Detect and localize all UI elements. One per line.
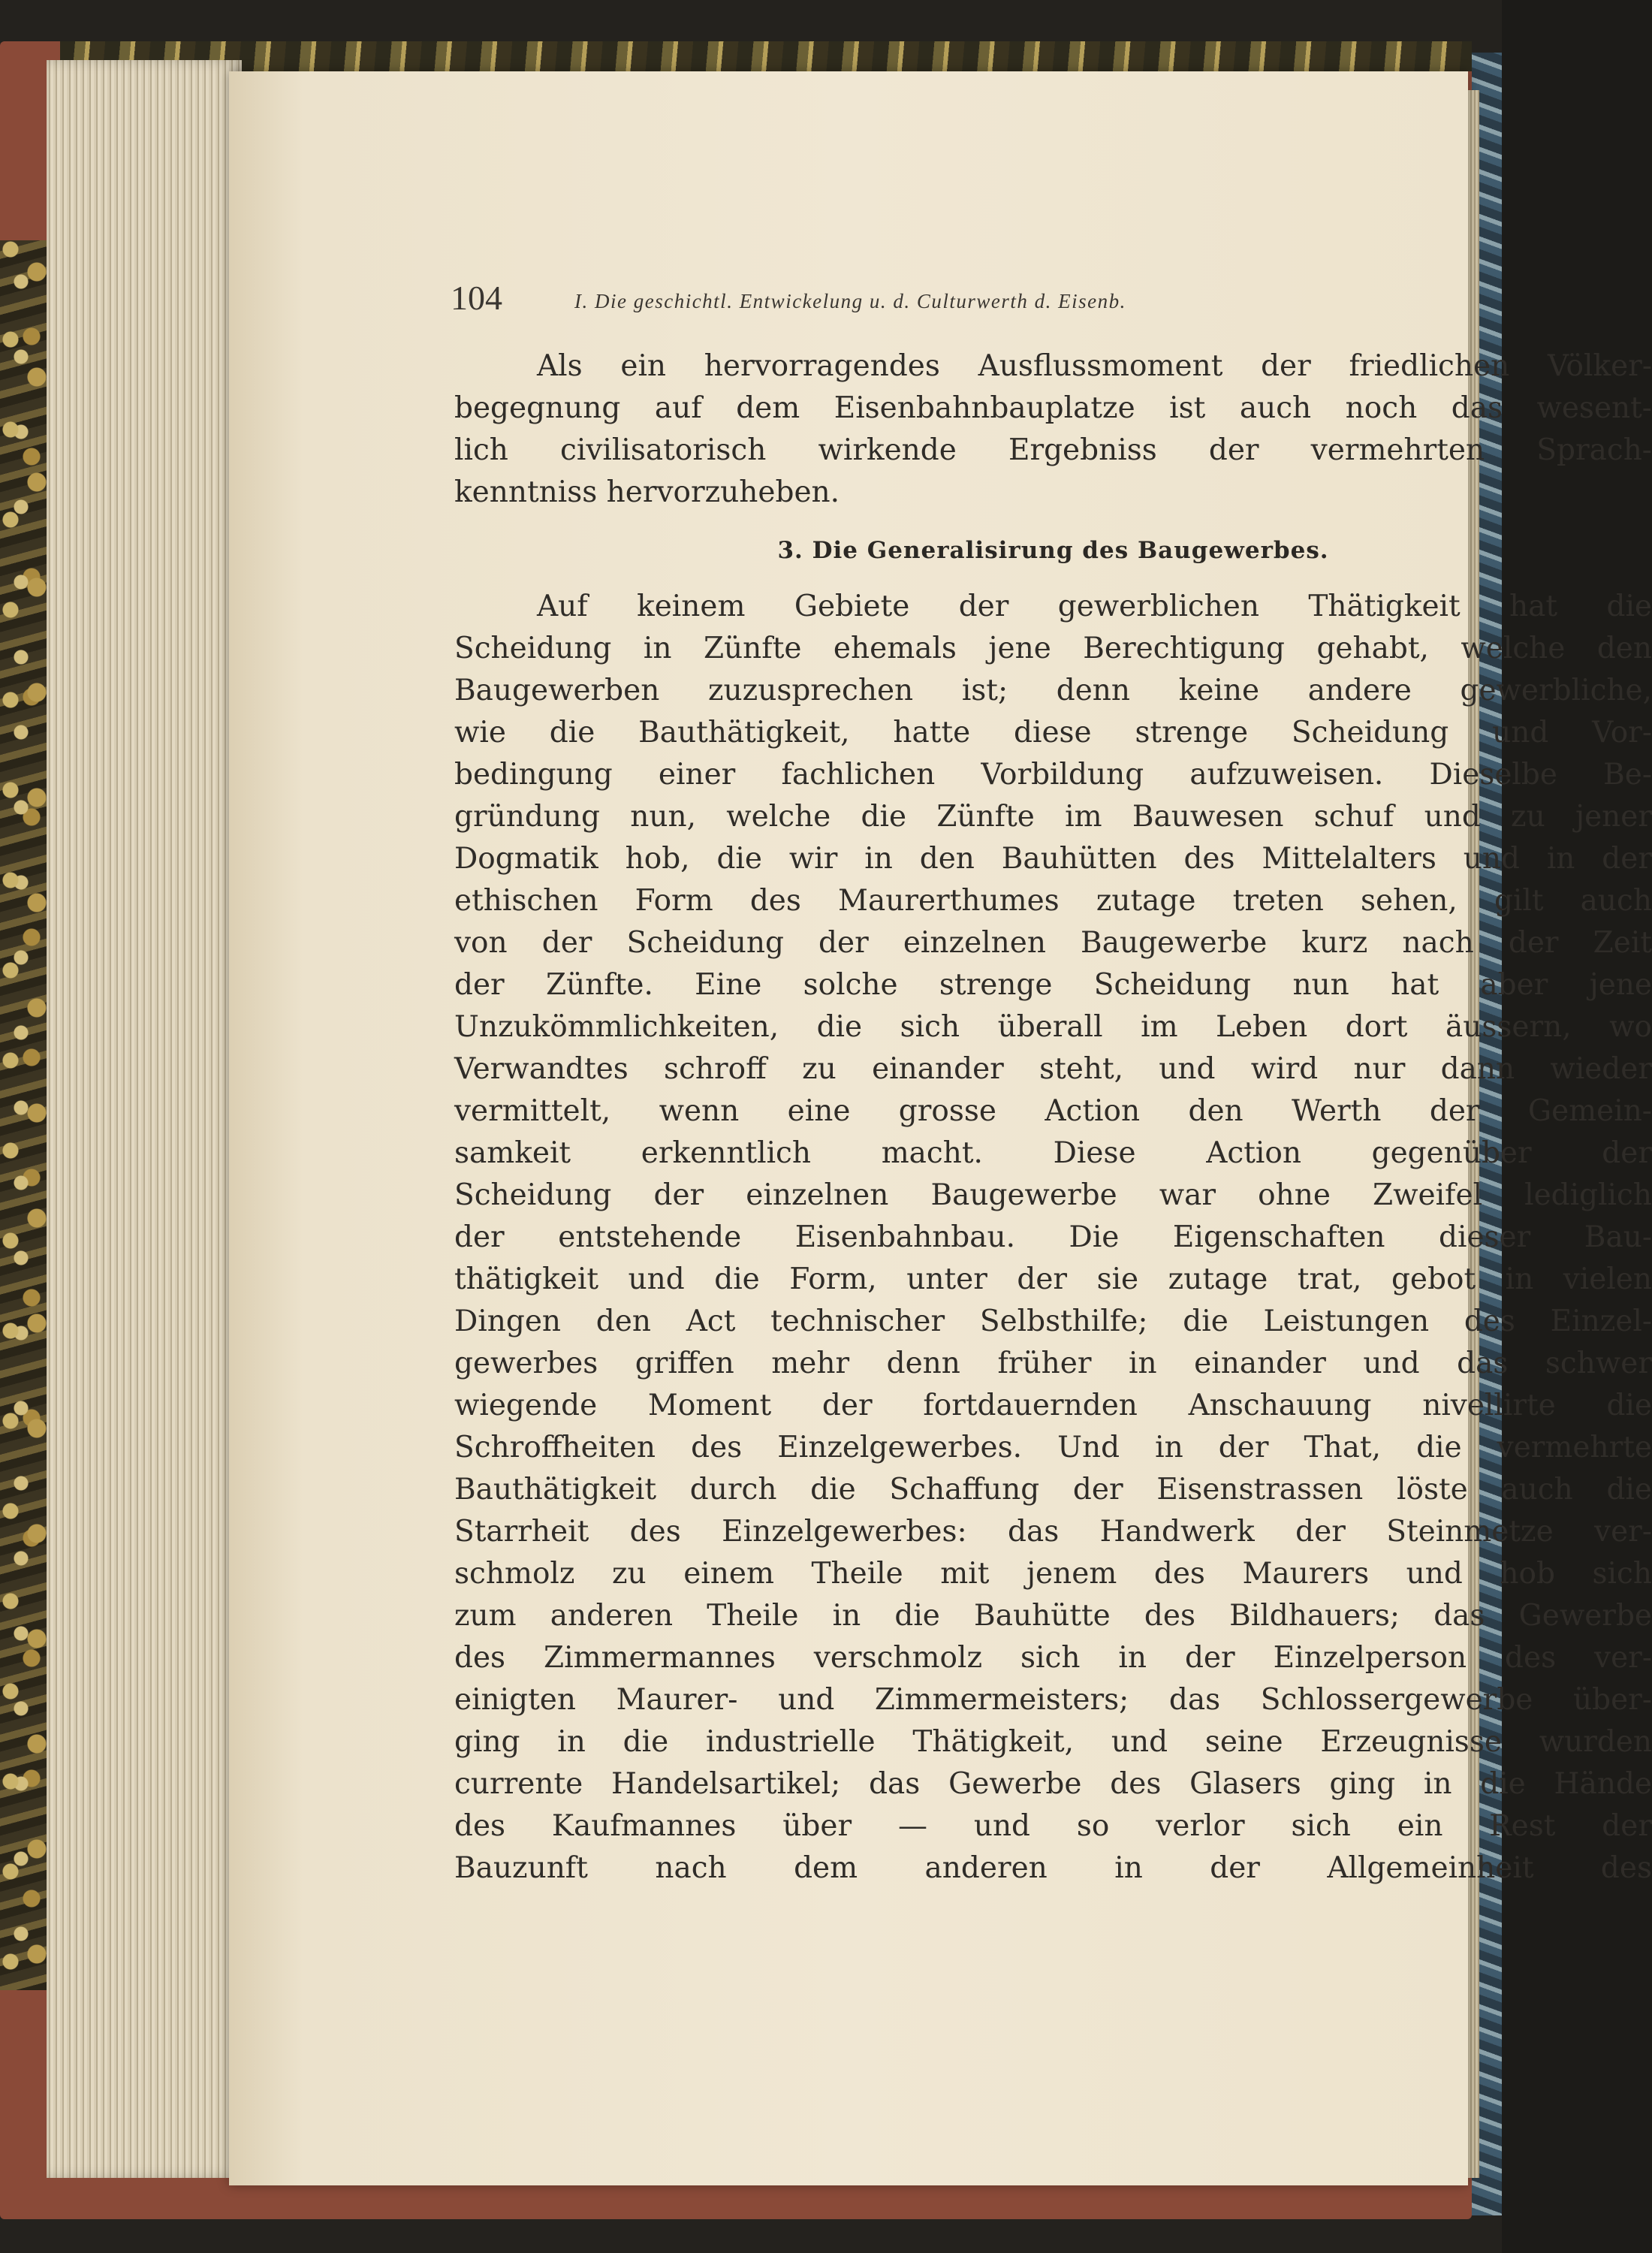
text-line: einigten Maurer- und Zimmermeisters; das Schlossergewerbe über- <box>454 1683 1652 1717</box>
text-line: Baugewerben zuzusprechen ist; denn keine andere gewerbliche, <box>454 674 1652 707</box>
text-line: ging in die industrielle Thätigkeit, und seine Erzeugnisse wurden <box>454 1725 1652 1759</box>
text-line: der entstehende Eisenbahnbau. Die Eigenschaften dieser Bau- <box>454 1220 1652 1254</box>
text-line: wiegende Moment der fortdauernden Anschauung nivellirte die <box>454 1389 1652 1422</box>
running-head-title: I. Die geschichtl. Entwickelung u. d. Culturwerth d. Eisenb. <box>574 290 1126 312</box>
text-line: der Zünfte. Eine solche strenge Scheidung nun hat aber jene <box>454 968 1652 1002</box>
text-line: Scheidung der einzelnen Baugewerbe war ohne Zweifel lediglich <box>454 1178 1652 1212</box>
text-line: Bauthätigkeit durch die Schaffung der Eisenstrassen löste auch die <box>454 1473 1652 1507</box>
text-line: des Kaufmannes über — und so verlor sich ein Rest der <box>454 1809 1652 1843</box>
book-page <box>229 71 1652 2185</box>
text-line: Schroffheiten des Einzelgewerbes. Und in der That, die vermehrte <box>454 1431 1652 1464</box>
text-line: bedingung einer fachlichen Vorbildung aufzuweisen. Dieselbe Be- <box>454 758 1652 792</box>
running-head <box>451 278 1648 323</box>
text-line: wie die Bauthätigkeit, hatte diese strenge Scheidung und Vor- <box>454 716 1652 749</box>
text-line: zum anderen Theile in die Bauhütte des Bildhauers; das Gewerbe <box>454 1599 1652 1633</box>
page-number: 104 <box>451 279 502 317</box>
text-line: ethischen Form des Maurerthumes zutage treten sehen, gilt auch <box>454 884 1652 918</box>
text-line: Dogmatik hob, die wir in den Bauhütten des Mittelalters und in der <box>454 842 1652 876</box>
text-line: Als ein hervorragendes Ausflussmoment der friedlichen Völker- <box>537 349 1652 383</box>
marbled-board-top <box>60 41 1472 71</box>
text-line: von der Scheidung der einzelnen Baugewerbe kurz nach der Zeit <box>454 926 1652 960</box>
section-heading: 3. Die Generalisirung des Baugewerbes. <box>777 537 1329 564</box>
text-line: Starrheit des Einzelgewerbes: das Handwerk der Steinmetze ver- <box>454 1515 1652 1549</box>
text-line: des Zimmermannes verschmolz sich in der Einzelperson des ver- <box>454 1641 1652 1675</box>
text-line: schmolz zu einem Theile mit jenem des Maurers und hob sich <box>454 1557 1652 1591</box>
text-line: Bauzunft nach dem anderen in der Allgemeinheit des <box>454 1851 1652 1885</box>
text-line: Auf keinem Gebiete der gewerblichen Thätigkeit hat die <box>537 590 1652 623</box>
marbled-board-left <box>0 240 53 1990</box>
text-line: vermittelt, wenn eine grosse Action den Werth der Gemein- <box>454 1094 1652 1128</box>
text-line: lich civilisatorisch wirkende Ergebniss der vermehrten Sprach- <box>454 433 1652 467</box>
page-edges-left <box>47 60 242 2178</box>
text-line: Dingen den Act technischer Selbsthilfe; die Leistungen des Einzel- <box>454 1304 1652 1338</box>
text-line: thätigkeit und die Form, unter der sie zutage trat, gebot in vielen <box>454 1262 1652 1296</box>
text-line: gewerbes griffen mehr denn früher in einander und das schwer <box>454 1347 1652 1380</box>
text-line: kenntniss hervorzuheben. <box>454 475 840 509</box>
text-line: samkeit erkenntlich macht. Diese Action gegenüber der <box>454 1136 1652 1170</box>
text-line: Scheidung in Zünfte ehemals jene Berechtigung gehabt, welche den <box>454 632 1652 665</box>
text-line: gründung nun, welche die Zünfte im Bauwesen schuf und zu jener <box>454 800 1652 834</box>
text-line: begegnung auf dem Eisenbahnbauplatze ist auch noch das wesent- <box>454 391 1652 425</box>
text-line: Verwandtes schroff zu einander steht, und wird nur dann wieder <box>454 1052 1652 1086</box>
text-line: Unzukömmlichkeiten, die sich überall im Leben dort äussern, wo <box>454 1010 1652 1044</box>
text-line: currente Handelsartikel; das Gewerbe des Glasers ging in die Hände <box>454 1767 1652 1801</box>
